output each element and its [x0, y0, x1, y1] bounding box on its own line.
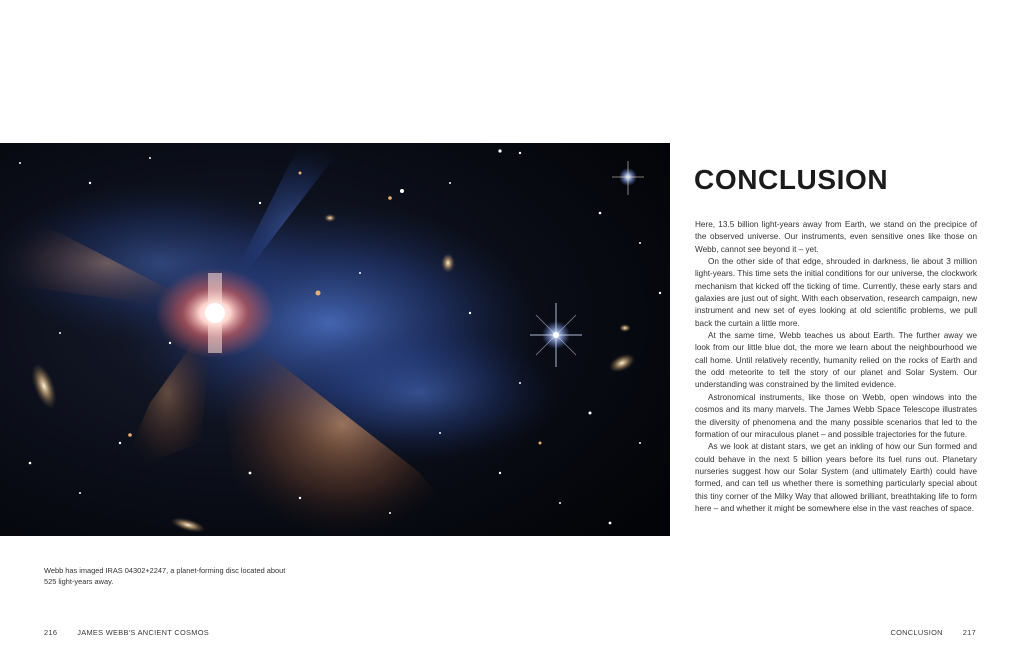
page-number-right: 217: [962, 628, 976, 637]
page-number-left: 216: [44, 628, 58, 637]
paragraph-1: Here, 13.5 billion light-years away from Earth, we stand on the precipice of the observed universe. Our instruments, even sensitive ones like those on Webb, cannot see beyond it – yet.: [695, 220, 977, 254]
chapter-heading: CONCLUSION: [694, 164, 889, 195]
body-text: [695, 219, 977, 515]
running-title-right: CONCLUSION: [890, 628, 943, 637]
paragraph-3: At the same time, Webb teaches us about Earth. The further away we look from our little blue dot, the more we learn about the neighbourhood we call home. Until relatively recently, humanity relied on the rocks of Earth and the odd meteorite to tell the story of our planet and Solar System. Our understanding was constrained by the limited evidence.: [695, 331, 977, 390]
footer-left: [44, 628, 209, 637]
running-title-left: JAMES WEBB'S ANCIENT COSMOS: [77, 628, 209, 637]
paragraph-5: As we look at distant stars, we get an inkling of how our Sun formed and could behave in the next 5 billion years before its fuel runs out. Planetary nurseries suggest how our Solar System (and ultimately Earth) could have formed, and can tell us whether there is something particularly special about this tiny corner of the Milky Way that allowed brilliant, breathtaking life to form here – and whether it might be somewhere else in the vast reaches of space.: [695, 442, 977, 513]
nebula-illustration: [0, 143, 670, 536]
space-image: [0, 143, 670, 536]
paragraph-4: Astronomical instruments, like those on Webb, open windows into the cosmos and its many marvels. The James Webb Space Telescope illustrates the diversity of phenomena and the many possible scenarios that led to the formation of our miraculous planet – and possible trajectories for the future.: [695, 392, 977, 439]
image-caption: Webb has imaged IRAS 04302+2247, a planet-forming disc located about 525 light-years away.: [44, 566, 286, 586]
footer-right: [890, 628, 976, 637]
paragraph-2: On the other side of that edge, shrouded in darkness, lie about 3 million light-years. This time sets the initial conditions for our universe, the clockwork mechanism that kicked off the ticking of time. Currently, these early stars and galaxies are just out of sight. With each observation, research campaign, new instrument and new set of eyes looking at old scientific problems, we pull back the curtain a little more.: [695, 257, 977, 328]
